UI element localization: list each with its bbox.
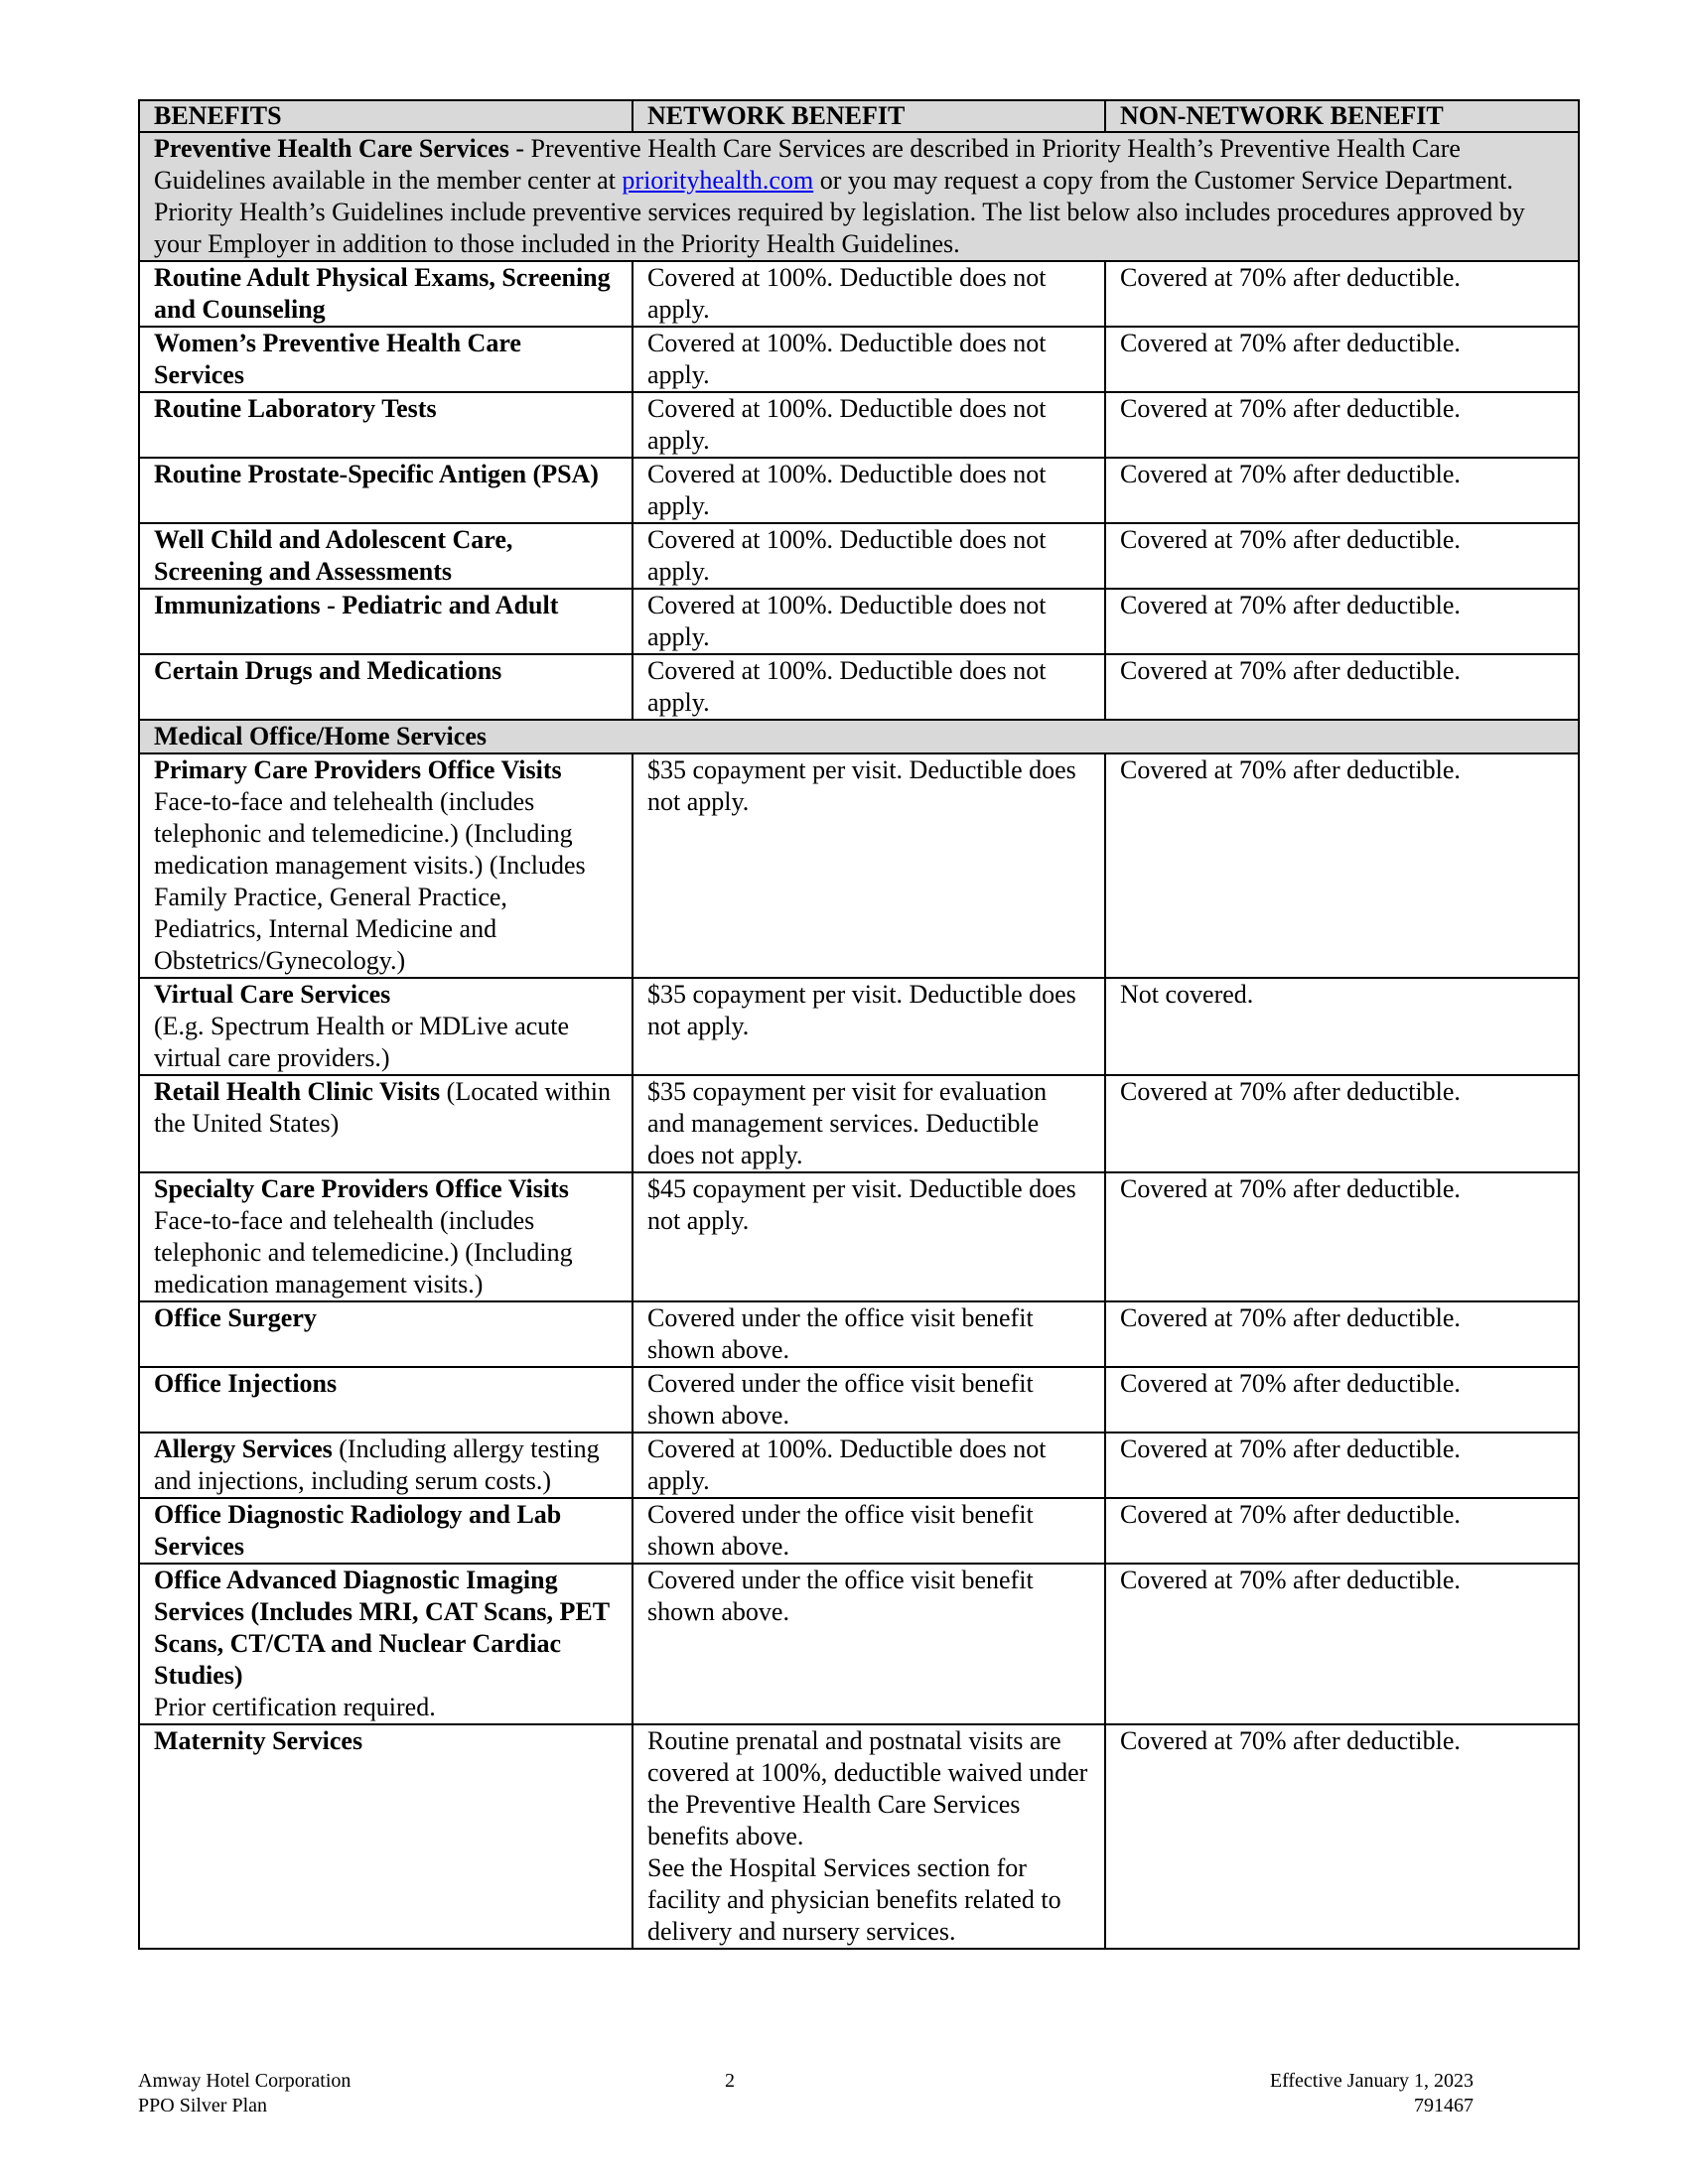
table-row <box>139 392 1579 458</box>
table-row <box>139 589 1579 654</box>
network-value: Covered under the office visit benefit shown above. <box>633 1498 1105 1564</box>
footer-company: Amway Hotel Corporation <box>138 2070 352 2092</box>
benefit-name: Office Diagnostic Radiology and Lab Services <box>154 1500 562 1561</box>
network-cell <box>633 1724 1105 1949</box>
table-row <box>139 654 1579 720</box>
network-value: Covered at 100%. Deductible does not apply. <box>633 589 1105 654</box>
benefit-name: Routine Prostate-Specific Antigen (PSA) <box>139 458 633 523</box>
non-network-value: Covered at 70% after deductible. <box>1105 392 1579 458</box>
table-row <box>139 1367 1579 1433</box>
header-network-benefit: NETWORK BENEFIT <box>633 100 1105 132</box>
footer-effective-date: Effective January 1, 2023 <box>1269 2070 1474 2092</box>
benefit-cell <box>139 1075 633 1172</box>
non-network-value: Covered at 70% after deductible. <box>1105 1564 1579 1724</box>
preventive-title: Preventive Health Care Services <box>154 134 509 163</box>
non-network-value: Covered at 70% after deductible. <box>1105 1367 1579 1433</box>
benefit-cell <box>139 1724 633 1949</box>
benefit-cell <box>139 1498 633 1564</box>
network-value: $35 copayment per visit. Deductible does not apply. <box>633 753 1105 978</box>
network-value: Routine prenatal and postnatal visits are covered at 100%, deductible waived under the Preventive Health Care Services benefits above. <box>647 1726 1088 1850</box>
network-value: Covered at 100%. Deductible does not apply. <box>633 261 1105 327</box>
preventive-intro <box>139 132 1579 261</box>
benefit-name: Office Advanced Diagnostic Imaging Services (Includes MRI, CAT Scans, PET Scans, CT/CTA and Nuclear Cardiac Studies) <box>154 1566 610 1690</box>
table-row <box>139 753 1579 978</box>
benefit-name: Women’s Preventive Health Care Services <box>139 327 633 392</box>
network-value: Covered under the office visit benefit shown above. <box>633 1564 1105 1724</box>
network-value: Covered under the office visit benefit shown above. <box>633 1301 1105 1367</box>
table-row <box>139 978 1579 1075</box>
network-value: $35 copayment per visit. Deductible does not apply. <box>633 978 1105 1075</box>
table-row <box>139 327 1579 392</box>
network-value: $35 copayment per visit for evaluation and management services. Deductible does not apply. <box>633 1075 1105 1172</box>
benefit-name: Office Surgery <box>154 1303 317 1332</box>
benefit-cell <box>139 1367 633 1433</box>
benefit-cell <box>139 1172 633 1301</box>
benefit-name: Immunizations - Pediatric and Adult <box>139 589 633 654</box>
table-row <box>139 1724 1579 1949</box>
benefit-name: Routine Adult Physical Exams, Screening and Counseling <box>139 261 633 327</box>
table-row <box>139 1498 1579 1564</box>
preventive-text-1: - Preventive Health Care Services are described in Priority Health’s Preventive Health Care Guidelines available in the member center at <box>154 134 1461 195</box>
network-value: Covered under the office visit benefit shown above. <box>633 1367 1105 1433</box>
header-non-network-benefit: NON-NETWORK BENEFIT <box>1105 100 1579 132</box>
network-value-extra: See the Hospital Services section for facility and physician benefits related to delivery and nursery services. <box>647 1853 1061 1946</box>
network-value: Covered at 100%. Deductible does not apply. <box>633 1433 1105 1498</box>
benefit-detail: Face-to-face and telehealth (includes telephonic and telemedicine.) (Including medication management visits.) (Includes Family Practice, General Practice, Pediatrics, Internal Medicine and Obstetrics/Gynecology.) <box>154 787 586 975</box>
non-network-value: Covered at 70% after deductible. <box>1105 1433 1579 1498</box>
benefit-name: Specialty Care Providers Office Visits <box>154 1174 569 1203</box>
network-value: Covered at 100%. Deductible does not apply. <box>633 327 1105 392</box>
network-value: Covered at 100%. Deductible does not apply. <box>633 654 1105 720</box>
benefits-table <box>138 99 1580 1950</box>
non-network-value: Covered at 70% after deductible. <box>1105 1172 1579 1301</box>
benefit-name: Allergy Services <box>154 1434 333 1463</box>
table-row <box>139 458 1579 523</box>
non-network-value: Covered at 70% after deductible. <box>1105 327 1579 392</box>
non-network-value: Covered at 70% after deductible. <box>1105 1724 1579 1949</box>
header-benefits: BENEFITS <box>139 100 633 132</box>
benefit-detail: (Located within the United States) <box>154 1077 612 1138</box>
table-row <box>139 1301 1579 1367</box>
table-row <box>139 1433 1579 1498</box>
footer-page-number: 2 <box>725 2070 735 2092</box>
non-network-value: Covered at 70% after deductible. <box>1105 654 1579 720</box>
benefit-cell <box>139 1301 633 1367</box>
priorityhealth-link[interactable]: priorityhealth.com <box>622 166 814 195</box>
benefit-detail: (Including allergy testing and injections, including serum costs.) <box>154 1434 600 1495</box>
benefit-cell <box>139 1433 633 1498</box>
non-network-value: Covered at 70% after deductible. <box>1105 589 1579 654</box>
medical-section-title: Medical Office/Home Services <box>139 720 1579 753</box>
network-value: $45 copayment per visit. Deductible does not apply. <box>633 1172 1105 1301</box>
non-network-value: Covered at 70% after deductible. <box>1105 1498 1579 1564</box>
benefit-name: Virtual Care Services <box>154 980 391 1009</box>
non-network-value: Covered at 70% after deductible. <box>1105 1075 1579 1172</box>
benefit-name: Routine Laboratory Tests <box>139 392 633 458</box>
non-network-value: Not covered. <box>1105 978 1579 1075</box>
table-header-row <box>139 100 1579 132</box>
benefit-detail: Prior certification required. <box>154 1693 436 1721</box>
benefit-name: Office Injections <box>154 1369 338 1398</box>
table-row <box>139 261 1579 327</box>
footer-code: 791467 <box>1414 2095 1474 2116</box>
network-value: Covered at 100%. Deductible does not apply. <box>633 458 1105 523</box>
footer-plan: PPO Silver Plan <box>138 2095 268 2116</box>
table-row <box>139 1564 1579 1724</box>
network-value: Covered at 100%. Deductible does not apply. <box>633 392 1105 458</box>
benefit-detail: (E.g. Spectrum Health or MDLive acute virtual care providers.) <box>154 1012 570 1072</box>
table-row <box>139 523 1579 589</box>
benefit-detail: Face-to-face and telehealth (includes telephonic and telemedicine.) (Including medication management visits.) <box>154 1206 573 1298</box>
non-network-value: Covered at 70% after deductible. <box>1105 523 1579 589</box>
benefit-name: Well Child and Adolescent Care, Screening and Assessments <box>139 523 633 589</box>
footer-left <box>138 2069 351 2118</box>
benefit-cell <box>139 753 633 978</box>
non-network-value: Covered at 70% after deductible. <box>1105 1301 1579 1367</box>
non-network-value: Covered at 70% after deductible. <box>1105 458 1579 523</box>
preventive-text-2: or you may request a copy from the Customer Service Department. Priority Health’s Guidelines include preventive services required by legislation. The list below also includes procedures approved by your Employer in addition to those included in the Priority Health Guidelines. <box>154 166 1525 258</box>
benefit-name: Retail Health Clinic Visits <box>154 1077 441 1106</box>
benefit-name: Primary Care Providers Office Visits <box>154 755 562 784</box>
table-row <box>139 1172 1579 1301</box>
table-row <box>139 1075 1579 1172</box>
preventive-section-row <box>139 132 1579 261</box>
network-value: Covered at 100%. Deductible does not apply. <box>633 523 1105 589</box>
benefit-cell <box>139 1564 633 1724</box>
benefit-name: Maternity Services <box>154 1726 363 1755</box>
non-network-value: Covered at 70% after deductible. <box>1105 753 1579 978</box>
benefit-name: Certain Drugs and Medications <box>139 654 633 720</box>
footer-right <box>1192 2069 1474 2118</box>
medical-section-row <box>139 720 1579 753</box>
non-network-value: Covered at 70% after deductible. <box>1105 261 1579 327</box>
benefit-cell <box>139 978 633 1075</box>
